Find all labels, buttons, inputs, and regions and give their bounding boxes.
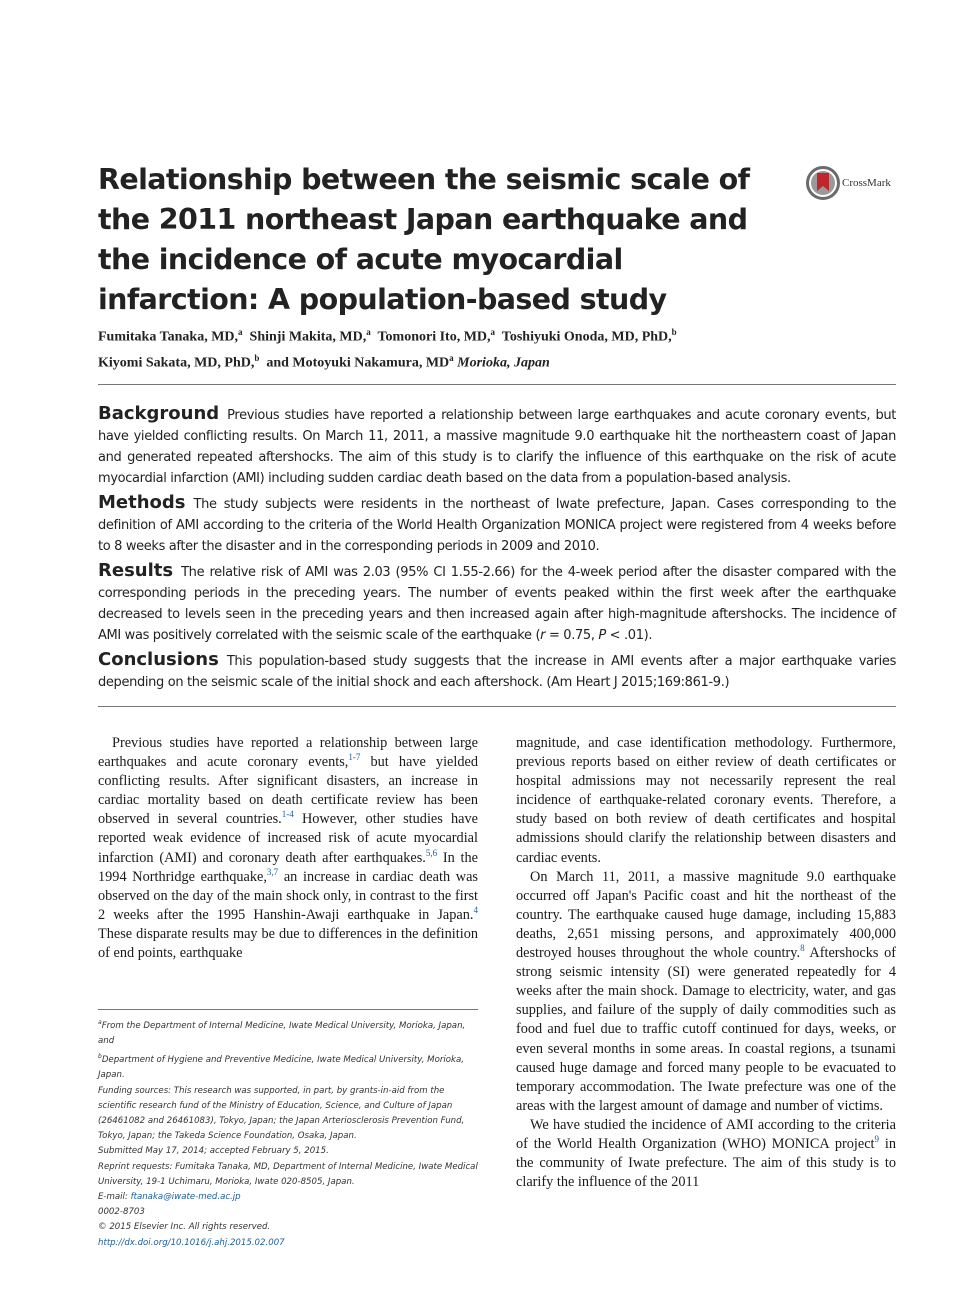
- email-line: [98, 1190, 478, 1205]
- issn: 0002-8703: [98, 1207, 145, 1218]
- body-text: an increase in cardiac death was observed on the day of the main shock only, in contrast to the first 2 weeks after the 1995 Hanshin-Awaji earthquake in Japan.: [98, 868, 478, 923]
- citation-link[interactable]: 1-4: [281, 809, 294, 820]
- citation-link[interactable]: 9: [874, 1134, 880, 1145]
- body-paragraph: magnitude, and case identification methodology. Furthermore, previous reports based on either review of death certificates or hospital admissions may not necessarily represent the real incidence of earthquake-related coronary events. Therefore, a study based on both review of death certificates and hospital admissions should clarify the relationship between disasters and cardiac events.: [516, 735, 896, 866]
- abstract-background-text: Previous studies have reported a relationship between large earthquakes and acute coronary events, but have yielded conflicting results. On March 11, 2011, a massive magnitude 9.0 earthquake hit the northeastern coast of Japan and generated repeated aftershocks. The aim of this study is to clarify the influence of this earthquake on the risk of acute myocardial infarction (AMI) including sudden cardiac death based on the data from a population-based analysis.: [98, 408, 896, 486]
- body-text: On March 11, 2011, a massive magnitude 9.0 earthquake occurred off Japan's Pacific coast and hit the northeast of the country. The earthquake caused huge damage, including 15,883 deaths, 2,651 missing persons, and approximately 400,000 destroyed houses throughout the whole country.: [516, 868, 896, 962]
- author-affiliation-mark: a: [449, 352, 454, 363]
- body-text: in the community of Iwate prefecture. The aim of this study is to clarify the influence of the 2011: [516, 1135, 896, 1191]
- doi-link[interactable]: http://dx.doi.org/10.1016/j.ahj.2015.02.007: [98, 1237, 285, 1248]
- citation-link[interactable]: 8: [800, 943, 805, 954]
- body-text: Previous studies have reported a relationship between large earthquakes and acute coronary events,: [98, 735, 478, 771]
- author-name: Tomonori Ito, MD,: [377, 329, 491, 345]
- abstract-conclusions-heading: Conclusions: [98, 649, 219, 670]
- author-name: Toshiyuki Onoda, MD, PhD,: [501, 329, 672, 345]
- abstract-results-text: < .01).: [605, 628, 653, 643]
- abstract-results-text: The relative risk of AMI was 2.03 (95% CI 1.55-2.66) for the 4-week period after the disaster compared with the corresponding periods in the preceding years. The number of events peaked within the first week after the earthquake decreased to levels seen in the preceding years and then increased again after high-magnitude aftershocks. The incidence of AMI was positively correlated with the seismic scale of the earthquake (: [98, 565, 896, 643]
- crossmark-badge[interactable]: [806, 166, 891, 200]
- abstract-background: [98, 403, 896, 489]
- abstract-results-p-symbol: P: [598, 628, 606, 643]
- email-link[interactable]: ftanaka@iwate-med.ac.jp: [130, 1191, 241, 1202]
- citation-link[interactable]: 4: [473, 905, 478, 916]
- footnotes: [98, 1015, 478, 1251]
- reprint-requests: Reprint requests: Fumitaka Tanaka, MD, Department of Internal Medicine, Iwate Medical University, 19-1 Uchimaru, Morioka, Iwate 020-8505, Japan.: [98, 1161, 478, 1187]
- abstract-bottom-divider: [98, 706, 896, 707]
- author-affiliation-mark: a: [490, 327, 496, 337]
- affiliation-mark: a: [98, 1019, 102, 1026]
- affiliation-a: [98, 1015, 478, 1049]
- body-text: However, other studies have reported weak evidence of increased risk of acute myocardial infarction (AMI) and coronary death after earthquakes.: [98, 811, 478, 866]
- body-column-right: [516, 734, 896, 1192]
- abstract-methods-heading: Methods: [98, 492, 186, 513]
- affiliation-text: From the Department of Internal Medicine, Iwate Medical University, Morioka, Japan, and: [98, 1020, 466, 1047]
- author-name: Shinji Makita, MD,: [249, 329, 367, 345]
- body-paragraph: [516, 1116, 896, 1192]
- copyright: © 2015 Elsevier Inc. All rights reserved.: [98, 1222, 271, 1233]
- abstract-conclusions: [98, 649, 896, 693]
- body-text: We have studied the incidence of AMI according to the criteria of the World Health Organization (WHO) MONICA project: [516, 1116, 896, 1152]
- affiliation-text: Department of Hygiene and Preventive Medicine, Iwate Medical University, Morioka, Japan.: [98, 1055, 464, 1081]
- abstract-methods: [98, 492, 896, 557]
- body-paragraph: [98, 734, 478, 963]
- abstract-results-heading: Results: [98, 560, 174, 581]
- crossmark-label: CrossMark: [842, 177, 891, 189]
- author-name: Kiyomi Sakata, MD, PhD,: [98, 355, 255, 371]
- crossmark-icon: [806, 166, 840, 200]
- body-paragraph: [516, 868, 896, 1116]
- body-column-left: [98, 734, 478, 963]
- citation-link[interactable]: 3,7: [266, 866, 279, 877]
- body-text: In the 1994 Northridge earthquake,: [98, 849, 478, 885]
- abstract-results: [98, 560, 896, 646]
- citation-link[interactable]: 1-7: [348, 752, 361, 763]
- funding-note: Funding sources: This research was supported, in part, by grants-in-aid from the scientific research fund of the Ministry of Education, Science, and Culture of Japan (26461082 and 26461083), Tokyo, Japan; the Japan Arteriosclerosis Prevention Fund, Tokyo, Japan; the Takeda Science Foundation, Osaka, Japan.: [98, 1085, 465, 1142]
- affiliation-b: [98, 1049, 478, 1083]
- abstract-background-heading: Background: [98, 403, 220, 424]
- author-list: [98, 322, 858, 373]
- author-affiliation-mark: a: [366, 327, 371, 337]
- author-name: Fumitaka Tanaka, MD,: [98, 329, 239, 345]
- abstract-results-r-symbol: r: [540, 628, 546, 643]
- body-text: These disparate results may be due to differences in the definition of end points, earthquake: [98, 925, 478, 962]
- affiliation-mark: b: [98, 1053, 102, 1061]
- abstract-results-text: = 0.75,: [545, 628, 599, 643]
- citation-link[interactable]: 5,6: [425, 847, 438, 858]
- author-affiliation-mark: b: [671, 327, 677, 337]
- email-label: E-mail:: [98, 1191, 131, 1202]
- body-text: Aftershocks of strong seismic intensity (SI) were generated repeatedly for 4 weeks after the main shock. Damage to electricity, water, and gas supplies, and failure of the supply of daily commodities such as food and fuel due to traffic cutoff continued for days, weeks, or even several months in some areas. In coastal regions, a tsunami caused huge damage and forced many people to be evacuated to temporary accommodation. The Iwate prefecture was one of the areas with the largest amount of damage and number of victims.: [516, 945, 896, 1114]
- footnote-divider: [98, 1009, 478, 1010]
- article-title: Relationship between the seismic scale of the 2011 northeast Japan earthquake and the incidence of acute myocardial infarction: A population-based study: [98, 163, 750, 316]
- author-location: Morioka, Japan: [457, 355, 550, 371]
- abstract-methods-text: The study subjects were residents in the northeast of Iwate prefecture, Japan. Cases corresponding to the definition of AMI according to the criteria of the World Health Organization MONICA project were registered from 4 weeks before to 8 weeks after the disaster and in the corresponding periods in 2009 and 2010.: [98, 497, 896, 554]
- author-name: and Motoyuki Nakamura, MD: [266, 355, 450, 371]
- submission-dates: Submitted May 17, 2014; accepted February 5, 2015.: [98, 1146, 329, 1157]
- author-affiliation-mark: b: [254, 352, 260, 363]
- body-text: but have yielded conflicting results. After significant disasters, an increase in cardiac mortality based on death certificate review has been observed in several countries.: [98, 754, 479, 828]
- abstract: [98, 403, 896, 696]
- author-affiliation-mark: a: [238, 327, 243, 337]
- abstract-conclusions-text: This population-based study suggests that the increase in AMI events after a major earthquake varies depending on the seismic scale of the initial shock and each aftershock. (Am Heart J 2015;169:861-9.): [98, 654, 896, 690]
- abstract-top-divider: [98, 384, 896, 385]
